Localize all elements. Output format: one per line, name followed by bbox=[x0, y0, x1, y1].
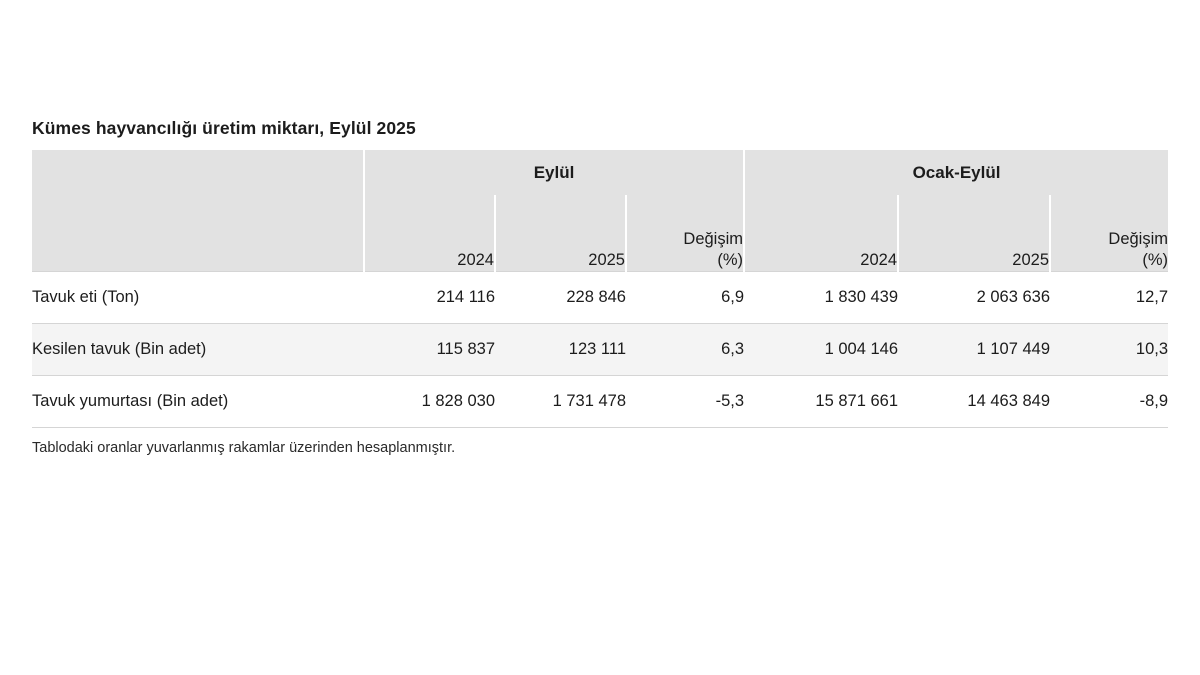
cell-ocak-eylul-2024: 1 830 439 bbox=[744, 272, 898, 324]
cell-eylul-2024: 1 828 030 bbox=[364, 376, 495, 428]
header-eylul-2024: 2024 bbox=[364, 195, 495, 272]
cell-ocak-eylul-2025: 1 107 449 bbox=[898, 324, 1050, 376]
cell-eylul-2025: 1 731 478 bbox=[495, 376, 626, 428]
cell-ocak-eylul-2024: 1 004 146 bbox=[744, 324, 898, 376]
cell-ocak-eylul-degisim: -8,9 bbox=[1050, 376, 1168, 428]
row-label: Kesilen tavuk (Bin adet) bbox=[32, 324, 364, 376]
cell-eylul-2024: 115 837 bbox=[364, 324, 495, 376]
table-row bbox=[32, 272, 1168, 324]
table-row bbox=[32, 376, 1168, 428]
table-header-group-row bbox=[32, 150, 1168, 195]
row-label: Tavuk eti (Ton) bbox=[32, 272, 364, 324]
header-eylul-degisim-line1: Değişim bbox=[683, 229, 744, 248]
table-header-sub-row bbox=[32, 195, 1168, 272]
cell-eylul-degisim: -5,3 bbox=[626, 376, 744, 428]
cell-eylul-2024: 214 116 bbox=[364, 272, 495, 324]
header-ocak-eylul-degisim bbox=[1050, 195, 1168, 272]
table-header bbox=[32, 150, 1168, 272]
table-row bbox=[32, 324, 1168, 376]
header-ocak-eylul-degisim-line1: Değişim bbox=[1108, 229, 1169, 248]
row-label: Tavuk yumurtası (Bin adet) bbox=[32, 376, 364, 428]
header-group-ocak-eylul: Ocak-Eylül bbox=[744, 150, 1168, 195]
cell-ocak-eylul-degisim: 10,3 bbox=[1050, 324, 1168, 376]
poultry-production-table bbox=[32, 150, 1168, 428]
header-sub-blank bbox=[32, 195, 364, 272]
header-eylul-degisim-line2: (%) bbox=[717, 250, 744, 269]
header-group-eylul: Eylül bbox=[364, 150, 744, 195]
cell-ocak-eylul-2025: 14 463 849 bbox=[898, 376, 1050, 428]
header-group-blank bbox=[32, 150, 364, 195]
cell-ocak-eylul-degisim: 12,7 bbox=[1050, 272, 1168, 324]
cell-eylul-degisim: 6,9 bbox=[626, 272, 744, 324]
page-title: Kümes hayvancılığı üretim miktarı, Eylül 2025 bbox=[32, 118, 416, 138]
cell-eylul-2025: 228 846 bbox=[495, 272, 626, 324]
table-container bbox=[32, 118, 1168, 456]
cell-eylul-degisim: 6,3 bbox=[626, 324, 744, 376]
header-ocak-eylul-2025: 2025 bbox=[898, 195, 1050, 272]
table-body bbox=[32, 272, 1168, 428]
header-eylul-degisim bbox=[626, 195, 744, 272]
header-ocak-eylul-2024: 2024 bbox=[744, 195, 898, 272]
header-eylul-2025: 2025 bbox=[495, 195, 626, 272]
table-footnote: Tablodaki oranlar yuvarlanmış rakamlar üzerinden hesaplanmıştır. bbox=[32, 440, 456, 456]
cell-eylul-2025: 123 111 bbox=[495, 324, 626, 376]
cell-ocak-eylul-2025: 2 063 636 bbox=[898, 272, 1050, 324]
cell-ocak-eylul-2024: 15 871 661 bbox=[744, 376, 898, 428]
header-ocak-eylul-degisim-line2: (%) bbox=[1142, 250, 1169, 269]
